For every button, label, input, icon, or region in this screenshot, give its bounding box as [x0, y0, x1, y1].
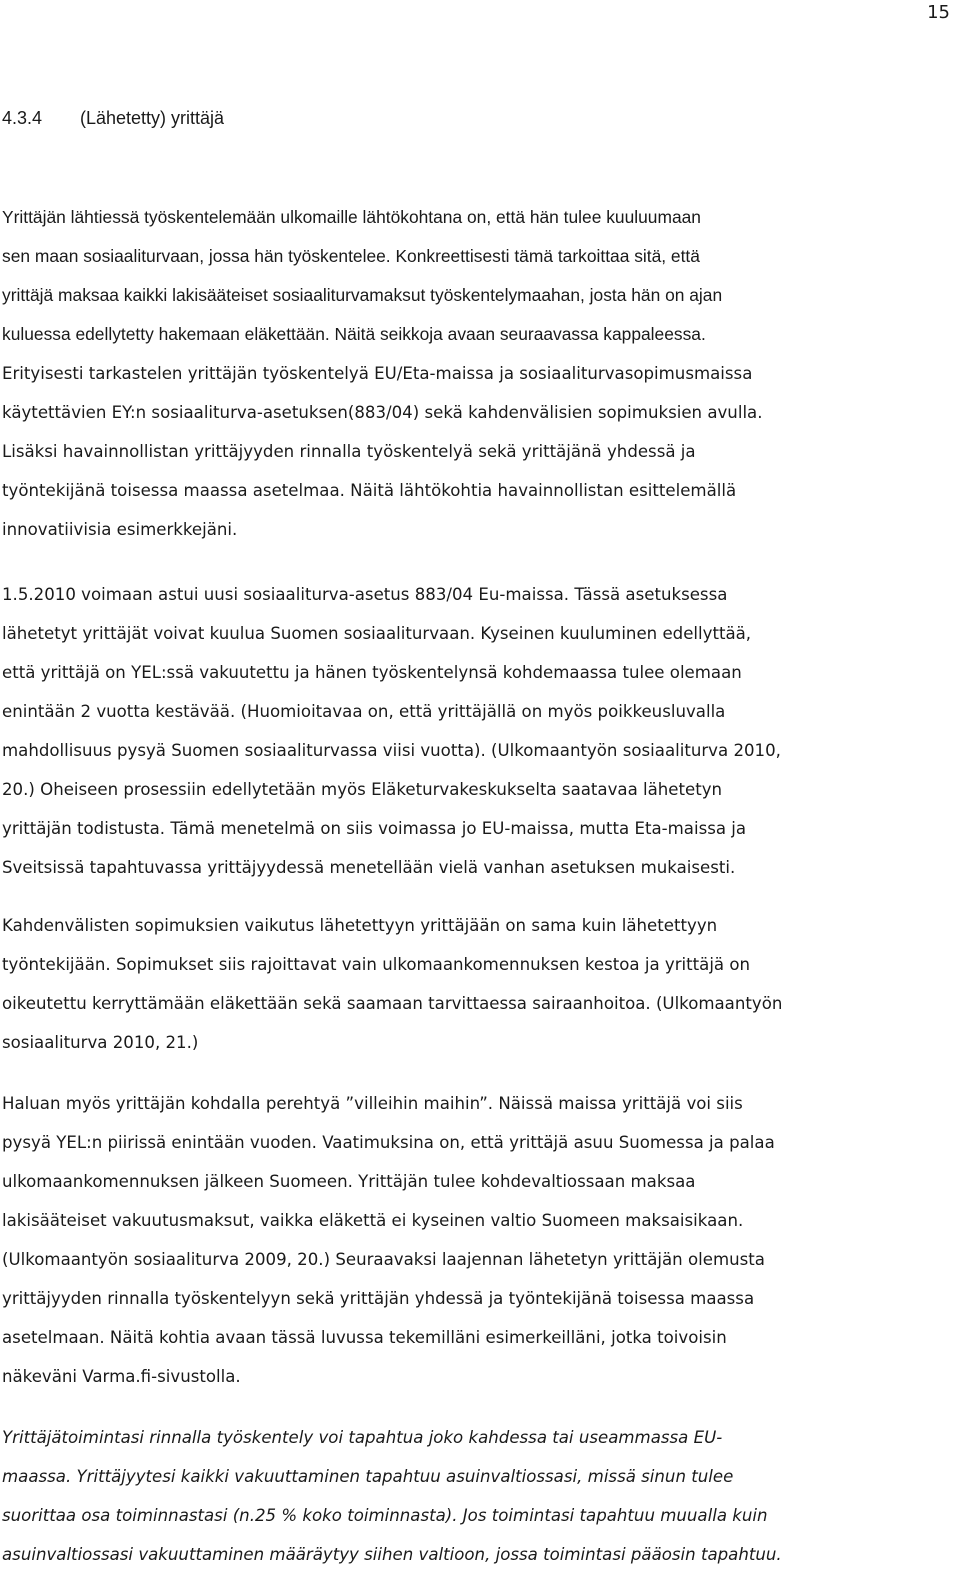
text-line: työntekijänä toisessa maassa asetelmaa. Näitä lähtökohtia havainnollistan esittelemällä	[2, 481, 737, 500]
text-line: innovatiivisia esimerkkejäni.	[2, 520, 238, 539]
text-line: Lisäksi havainnollistan yrittäjyyden rinnalla työskentelyä sekä yrittäjänä yhdessä ja	[2, 442, 696, 461]
text-line: maassa. Yrittäjyytesi kaikki vakuuttaminen tapahtuu asuinvaltiossasi, missä sinun tulee	[2, 1467, 734, 1486]
text-line: kuluessa edellytetty hakemaan eläkettään. Näitä seikkoja avaan seuraavassa kappaleessa.	[2, 324, 706, 344]
text-line: suorittaa osa toiminnastasi (n.25 % koko toiminnasta). Jos toimintasi tapahtuu muualla kuin	[2, 1506, 768, 1525]
text-line: Yrittäjän lähtiessä työskentelemään ulkomaille lähtökohtana on, että hän tulee kuuluumaan	[2, 207, 701, 227]
text-line: näkeväni Varma.fi-sivustolla.	[2, 1367, 241, 1386]
paragraph-2	[2, 575, 958, 887]
text-line: enintään 2 vuotta kestävää. (Huomioitavaa on, että yrittäjällä on myös poikkeusluvalla	[2, 702, 726, 721]
text-line: (Ulkomaantyön sosiaaliturva 2009, 20.) Seuraavaksi laajennan lähetetyn yrittäjän olemusta	[2, 1250, 765, 1269]
section-title: (Lähetetty) yrittäjä	[80, 108, 225, 128]
text-line: sosiaaliturva 2010, 21.)	[2, 1033, 199, 1052]
text-line: 1.5.2010 voimaan astui uusi sosiaaliturva-asetus 883/04 Eu-maissa. Tässä asetuksessa	[2, 585, 728, 604]
text-line: käytettävien EY:n sosiaaliturva-asetuksen(883/04) sekä kahdenvälisien sopimuksien avulla.	[2, 403, 763, 422]
text-line: pysyä YEL:n piirissä enintään vuoden. Vaatimuksina on, että yrittäjä asuu Suomessa ja palaa	[2, 1133, 775, 1152]
text-line: Erityisesti tarkastelen yrittäjän työskentelyä EU/Eta-maissa ja sosiaaliturvasopimusmaissa	[2, 364, 753, 383]
section-heading	[2, 108, 224, 129]
text-line: asuinvaltiossasi vakuuttaminen määräytyy siihen valtioon, jossa toimintasi pääosin tapahtuu.	[2, 1545, 782, 1564]
text-line: Kahdenvälisten sopimuksien vaikutus lähetettyyn yrittäjään on sama kuin lähetettyyn	[2, 916, 718, 935]
paragraph-3	[2, 906, 958, 1062]
text-line: asetelmaan. Näitä kohtia avaan tässä luvussa tekemilläni esimerkeilläni, jotka toivoisin	[2, 1328, 727, 1347]
text-line: 20.) Oheiseen prosessiin edellytetään myös Eläketurvakeskukselta saatavaa lähetetyn	[2, 780, 723, 799]
text-line: että yrittäjä on YEL:ssä vakuutettu ja hänen työskentelynsä kohdemaassa tulee olemaan	[2, 663, 742, 682]
section-number: 4.3.4	[2, 108, 43, 128]
text-line: yrittäjyyden rinnalla työskentelyyn sekä yrittäjän yhdessä ja työntekijänä toisessa maassa	[2, 1289, 755, 1308]
paragraph-1	[2, 198, 958, 549]
paragraph-4	[2, 1084, 958, 1396]
text-line: yrittäjän todistusta. Tämä menetelmä on siis voimassa jo EU-maissa, mutta Eta-maissa ja	[2, 819, 747, 838]
text-line: lähetetyt yrittäjät voivat kuulua Suomen sosiaaliturvaan. Kyseinen kuuluminen edellyttää,	[2, 624, 752, 643]
text-line: Sveitsissä tapahtuvassa yrittäjyydessä menetellään vielä vanhan asetuksen mukaisesti.	[2, 858, 736, 877]
paragraph-5	[2, 1418, 958, 1574]
text-line: työntekijään. Sopimukset siis rajoittavat vain ulkomaankomennuksen kestoa ja yrittäjä on	[2, 955, 751, 974]
text-line: oikeutettu kerryttämään eläkettään sekä saamaan tarvittaessa sairaanhoitoa. (Ulkomaantyön	[2, 994, 783, 1013]
text-line: mahdollisuus pysyä Suomen sosiaaliturvassa viisi vuotta). (Ulkomaantyön sosiaaliturva 2010,	[2, 741, 781, 760]
text-line: lakisääteiset vakuutusmaksut, vaikka eläkettä ei kyseinen valtio Suomeen maksaisikaan.	[2, 1211, 744, 1230]
text-line: Haluan myös yrittäjän kohdalla perehtyä ”villeihin maihin”. Näissä maissa yrittäjä voi siis	[2, 1094, 743, 1113]
page-number: 15	[927, 2, 950, 23]
text-line: sen maan sosiaaliturvaan, jossa hän työskentelee. Konkreettisesti tämä tarkoittaa sitä, että	[2, 246, 700, 266]
text-line: Yrittäjätoimintasi rinnalla työskentely voi tapahtua joko kahdessa tai useammassa EU-	[2, 1428, 723, 1447]
text-line: yrittäjä maksaa kaikki lakisääteiset sosiaaliturvamaksut työskentelymaahan, josta hän on ajan	[2, 285, 723, 305]
text-line: ulkomaankomennuksen jälkeen Suomeen. Yrittäjän tulee kohdevaltiossaan maksaa	[2, 1172, 696, 1191]
